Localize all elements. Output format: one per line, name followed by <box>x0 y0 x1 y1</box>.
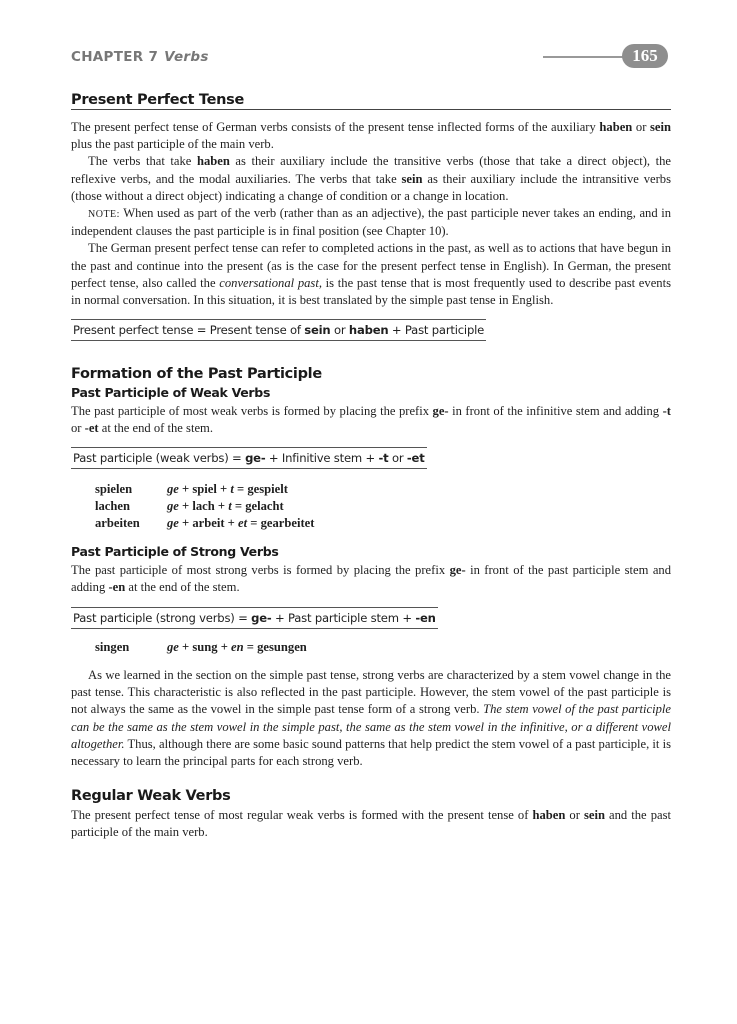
chapter-label <box>71 49 209 65</box>
note-paragraph: NOTE: When used as part of the verb (rather than as an adjective), the past participle never takes an ending, and in independent clauses the past participle is in final position (see Chapter 10). <box>71 206 671 239</box>
paragraph-auxiliary: The present perfect tense of German verbs consists of the present tense inflected forms of the auxiliary haben or sein plus the past participle of the main verb. <box>71 120 671 152</box>
section-title-present-perfect: Present Perfect Tense <box>71 92 671 110</box>
paragraph-haben-sein: The verbs that take haben as their auxiliary include the transitive verbs (those that take a direct object), the reflexive verbs, and the modal auxiliaries. The verbs that take sein as their auxiliary include the intransitive verbs (those without a direct object) indicating a change of condition or a change in location. <box>71 154 671 203</box>
strong-examples-table <box>95 639 307 656</box>
formula-present-perfect: Present perfect tense = Present tense of sein or haben + Past participle <box>71 319 486 341</box>
page-content <box>71 44 671 842</box>
paragraph-weak: The past participle of most weak verbs is formed by placing the prefix ge- in front of the infinitive stem and adding -t or -et at the end of the stem. <box>71 404 671 436</box>
paragraph-strong: The past participle of most strong verbs is formed by placing the prefix ge- in front of the past participle stem and adding -en at the end of the stem. <box>71 562 672 594</box>
example-row: spielen ge + spiel + t = gespielt <box>95 481 288 496</box>
note-label: NOTE: <box>88 209 120 221</box>
example-row: singen ge + sung + en = gesungen <box>95 640 307 655</box>
formula-present-perfect-wrap <box>71 319 671 341</box>
paragraph-regular-weak: The present perfect tense of most regular weak verbs is formed with the present tense of haben or sein and the past participle of the main verb. <box>71 808 671 840</box>
example-row: lachen ge + lach + t = gelacht <box>95 498 284 513</box>
running-header <box>71 44 671 72</box>
paragraph-stem-vowel: As we learned in the section on the simple past tense, strong verbs are characterized by a stem vowel change in the past tense. This characteristic is also reflected in the past participle. However, the stem vowel of the past participle is not always the same as the vowel in the simple past tense form of a strong verb. The stem vowel of the past participle can be the same as the stem vowel in the simple past, the same as the stem vowel in the infinitive, or a different vowel altogether. Thus, although there are some basic sound patterns that help predict the stem vowel of a past participle, it is necessary to learn the principal parts for each strong verb. <box>71 668 671 769</box>
chapter-title: Verbs <box>164 49 209 65</box>
header-rule <box>543 56 633 58</box>
section-title-regular-weak: Regular Weak Verbs <box>71 788 231 805</box>
formula-strong: Past participle (strong verbs) = ge- + Past participle stem + -en <box>71 607 438 629</box>
subsection-title-weak: Past Participle of Weak Verbs <box>71 385 271 401</box>
formula-weak-wrap <box>71 447 671 469</box>
chapter-number: CHAPTER 7 <box>71 49 159 65</box>
page-number-badge: 165 <box>622 44 668 68</box>
weak-examples-table <box>95 481 314 532</box>
example-row: arbeiten ge + arbeit + et = gearbeitet <box>95 515 315 530</box>
formula-weak: Past participle (weak verbs) = ge- + Infinitive stem + -t or -et <box>71 447 427 469</box>
formula-strong-wrap <box>71 607 671 629</box>
subsection-title-strong: Past Participle of Strong Verbs <box>71 543 279 559</box>
section-title-formation: Formation of the Past Participle <box>71 366 322 383</box>
paragraph-usage: The German present perfect tense can refer to completed actions in the past, as well as to actions that have begun in the past and continue into the present (as is the case for the present perfect tense in English). In German, the present perfect tense, also called the conversational past, is the past tense that is most frequently used to describe past events in normal conversation. In this situation, it is best translated by the simple past tense in English. <box>71 241 671 308</box>
